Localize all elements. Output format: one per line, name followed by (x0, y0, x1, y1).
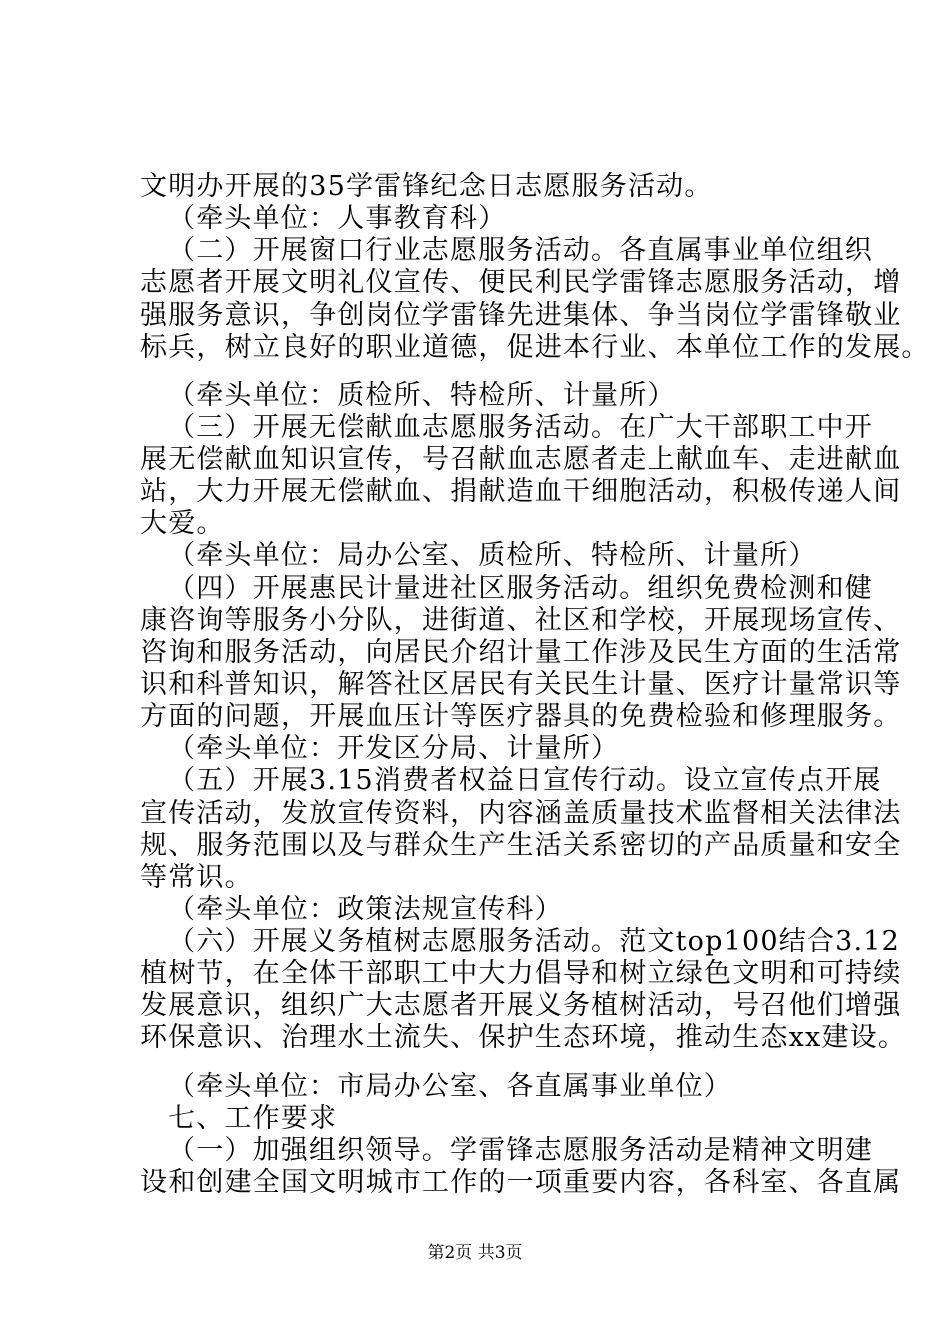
text-line: 植树节，在全体干部职工中大力倡导和树立绿色文明和可持续 (140, 958, 902, 989)
text-line: （三）开展无偿献血志愿服务活动。在广大干部职工中开 (168, 412, 873, 443)
text-line: 康咨询等服务小分队，进街道、社区和学校，开展现场宣传、 (140, 605, 902, 636)
text-line: 发展意识，组织广大志愿者开展义务植树活动，号召他们增强 (140, 990, 902, 1021)
text-line: （二）开展窗口行业志愿服务活动。各直属事业单位组织 (168, 235, 873, 266)
text-line: 环保意识、治理水土流失、保护生态环境，推动生态xx建设。 (140, 1022, 907, 1053)
text-line: 文明办开展的35学雷锋纪念日志愿服务活动。 (140, 171, 713, 202)
text-line: （六）开展义务植树志愿服务活动。范文top100结合3.12 (168, 926, 901, 957)
text-line: 七、工作要求 (168, 1103, 338, 1134)
text-line: 站，大力开展无偿献血、捐献造血干细胞活动，积极传递人间 (140, 476, 902, 507)
text-line: （牵头单位：市局办公室、各直属事业单位） (168, 1071, 732, 1102)
text-line: 咨询和服务活动，向居民介绍计量工作涉及民生方面的生活常 (140, 637, 902, 668)
text-line: 强服务意识，争创岗位学雷锋先进集体、争当岗位学雷锋敬业 (140, 300, 902, 331)
text-line: 方面的问题，开展血压计等医疗器具的免费检验和修理服务。 (140, 701, 902, 732)
text-line: （牵头单位：人事教育科） (168, 203, 507, 234)
text-line: （一）加强组织领导。学雷锋志愿服务活动是精神文明建 (168, 1135, 873, 1166)
text-line: 志愿者开展文明礼仪宣传、便民利民学雷锋志愿服务活动，增 (140, 267, 902, 298)
text-line: 展无偿献血知识宣传，号召献血志愿者走上献血车、走进献血 (140, 444, 902, 475)
text-line: （牵头单位：质检所、特检所、计量所） (168, 380, 676, 411)
text-line: （四）开展惠民计量进社区服务活动。组织免费检测和健 (168, 573, 873, 604)
text-line: （牵头单位：政策法规宣传科） (168, 894, 563, 925)
text-line: 大爱。 (140, 508, 225, 539)
text-line: （五）开展3.15消费者权益日宣传行动。设立宣传点开展 (168, 765, 882, 796)
text-line: 设和创建全国文明城市工作的一项重要内容，各科室、各直属 (140, 1167, 902, 1198)
text-line: （牵头单位：开发区分局、计量所） (168, 733, 620, 764)
text-line: 标兵，树立良好的职业道德，促进本行业、本单位工作的发展。 (140, 332, 930, 363)
text-line: 等常识。 (140, 862, 253, 893)
text-line: 宣传活动，发放宣传资料，内容涵盖质量技术监督相关法律法 (140, 798, 902, 829)
text-line: （牵头单位：局办公室、质检所、特检所、计量所） (168, 540, 817, 571)
page-number-footer: 第2页 共3页 (427, 1243, 523, 1263)
text-line: 识和科普知识，解答社区居民有关民生计量、医疗计量常识等 (140, 669, 902, 700)
text-line: 规、服务范围以及与群众生产生活关系密切的产品质量和安全 (140, 830, 902, 861)
